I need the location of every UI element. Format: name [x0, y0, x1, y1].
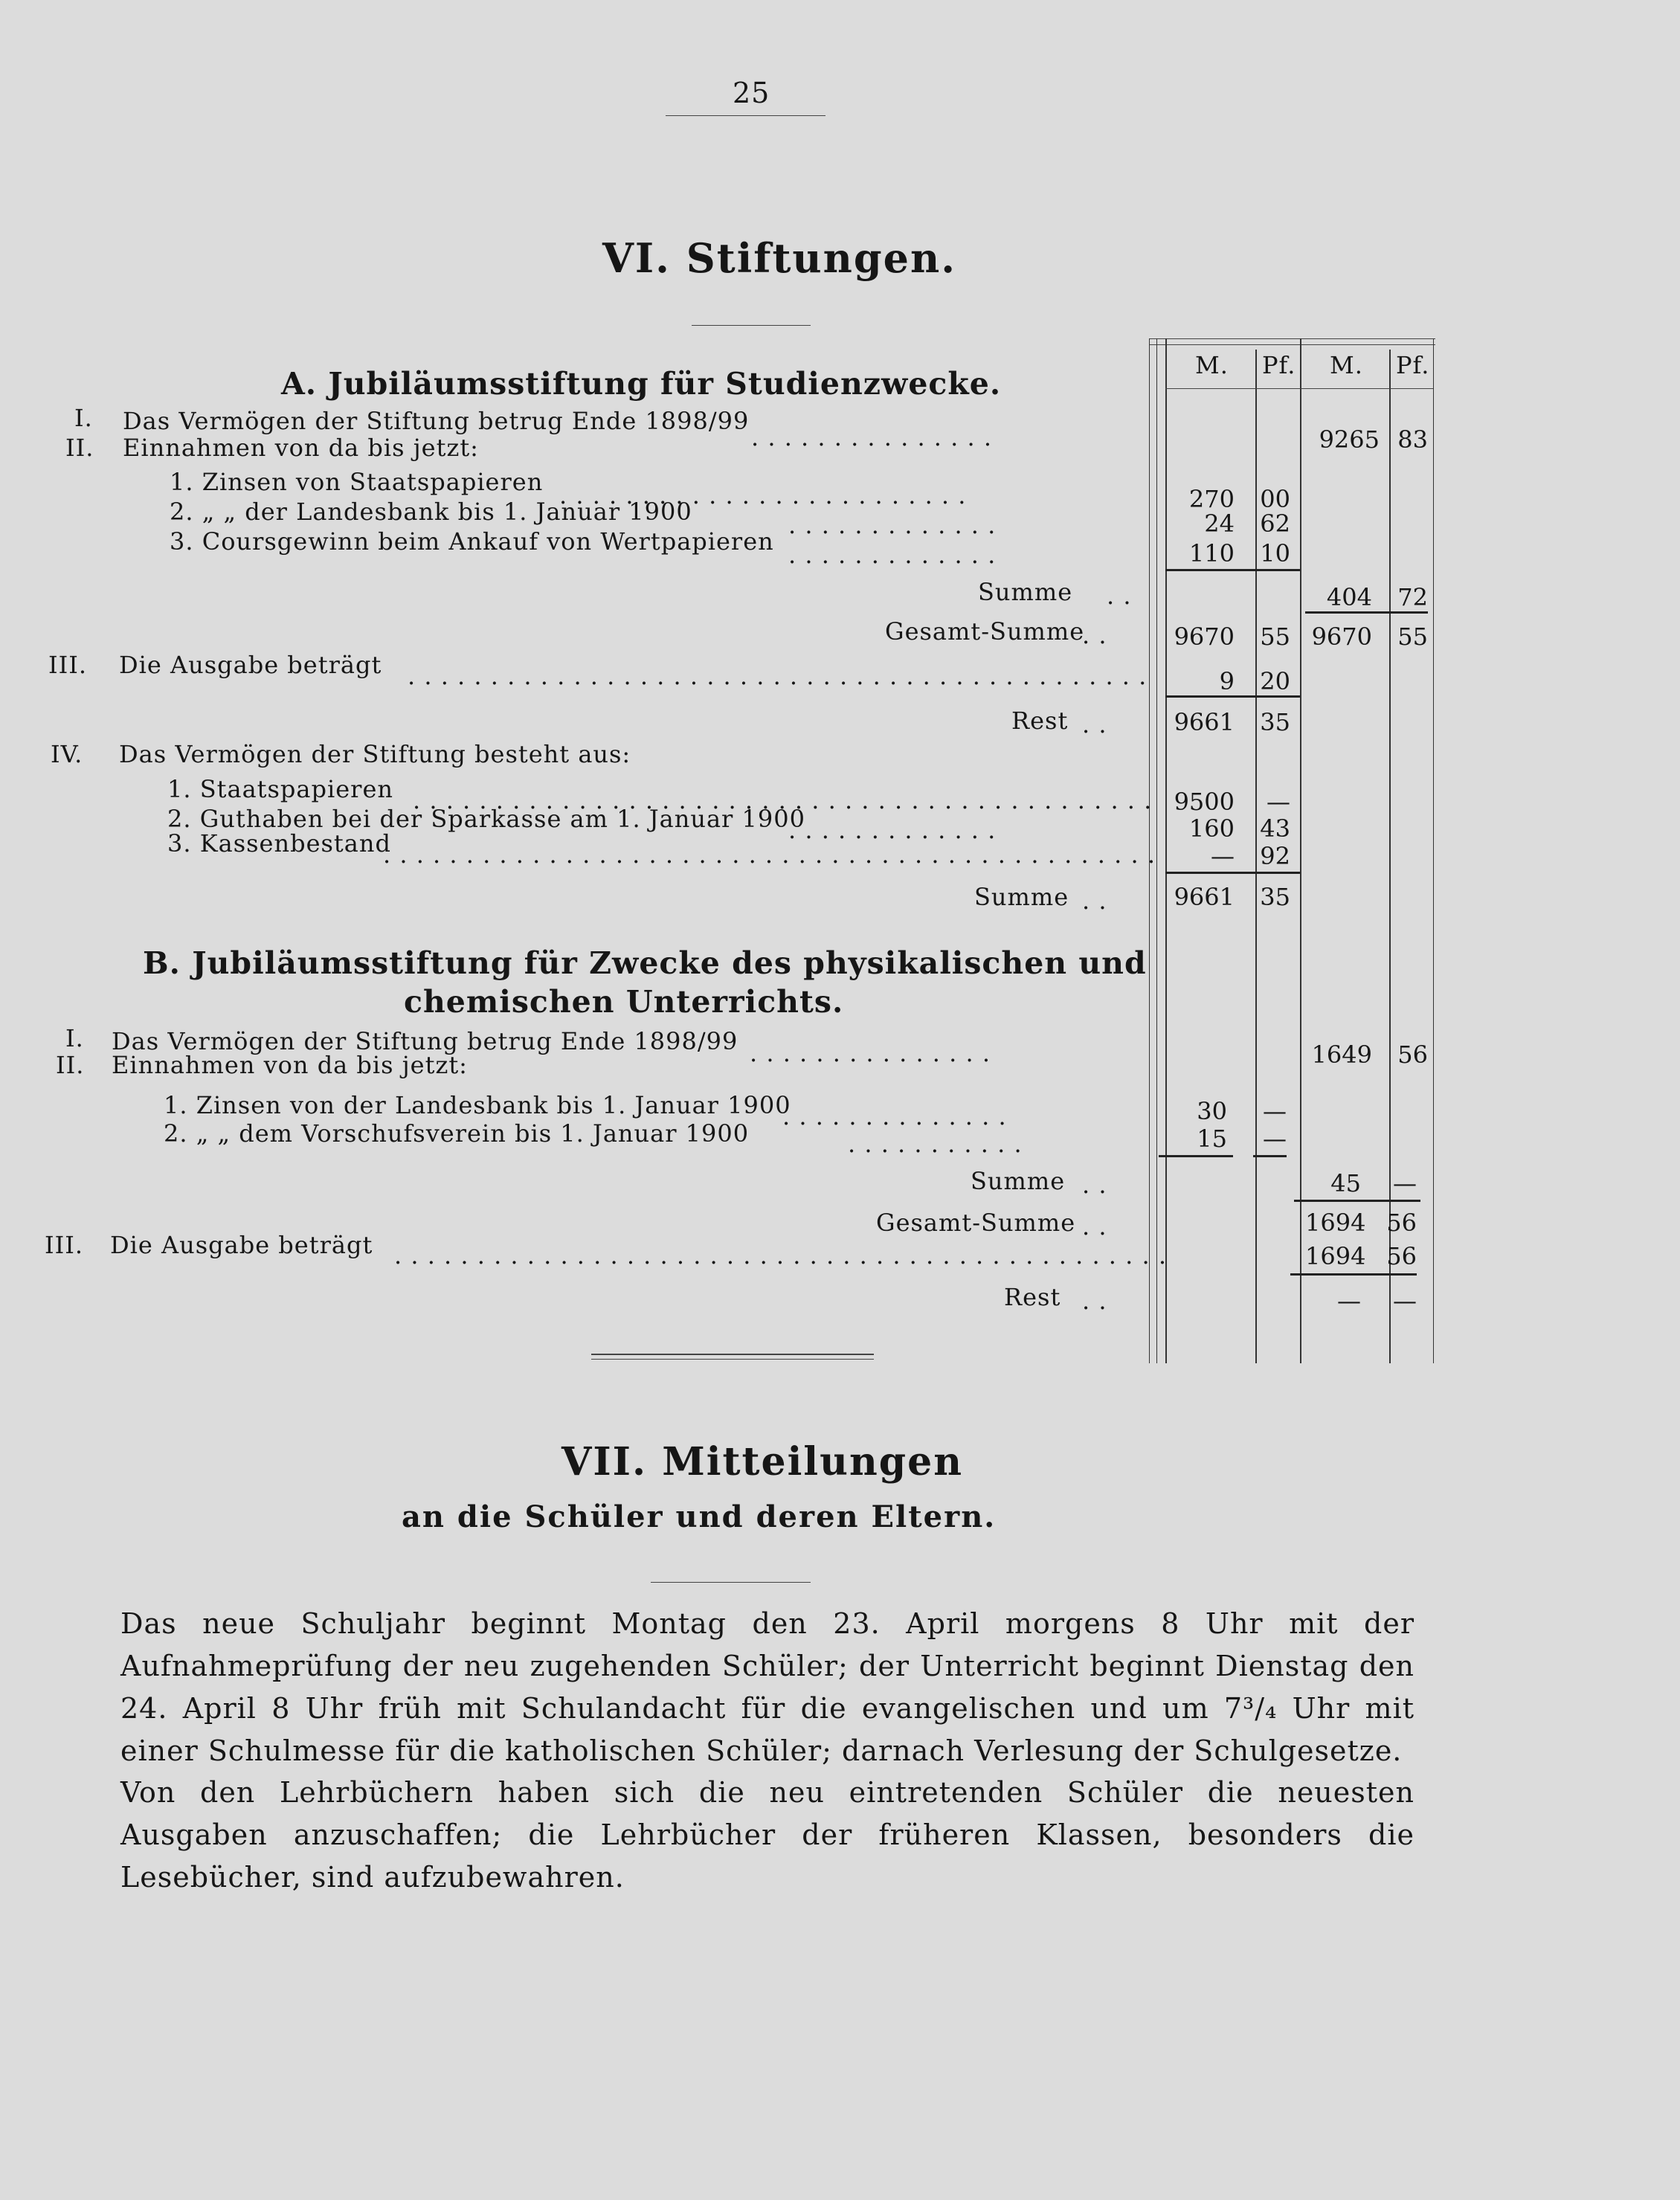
- dot-leader: . . . . . . . . . . .: [848, 1130, 1023, 1158]
- line-text: Das Vermögen der Stiftung betrug Ende 1898/99: [112, 1027, 738, 1055]
- value-m: —: [1211, 842, 1235, 870]
- sum-rule: [1159, 1155, 1233, 1157]
- table-col-line: [1300, 338, 1301, 1363]
- value-pf: 72: [1397, 583, 1428, 611]
- section-separator: [591, 1359, 874, 1360]
- col-header-pf: Pf.: [1262, 351, 1296, 379]
- value-pf: 62: [1260, 509, 1290, 538]
- sum-rule: [1165, 695, 1300, 698]
- dot-leader: . .: [1082, 1171, 1107, 1199]
- summe-label: Summe: [974, 883, 1069, 911]
- value-pf: 55: [1260, 623, 1290, 651]
- section-6-title: VI. Stiftungen.: [602, 234, 957, 282]
- line-text: 3. Kassenbestand: [167, 829, 391, 858]
- rest-label: Rest: [1011, 707, 1069, 735]
- dot-leader: . .: [1107, 582, 1132, 610]
- sum-rule: [1294, 1200, 1420, 1202]
- dot-leader: . . . . . . . . . . . . . . . . . . . . . . . . . . . . . . . . . . . . . . . . . . . . . . .: [394, 1241, 1167, 1270]
- roman-numeral: IV.: [51, 740, 83, 768]
- section-7-title: VII. Mitteilungen: [561, 1439, 964, 1485]
- value-pf: 55: [1397, 623, 1428, 651]
- page-number: 25: [733, 77, 770, 109]
- value-pf: —: [1263, 1125, 1287, 1153]
- value-pf: 20: [1260, 667, 1290, 695]
- value-pf: 56: [1386, 1209, 1417, 1237]
- header-rule: [1165, 388, 1433, 389]
- value-pf: —: [1393, 1287, 1417, 1315]
- dot-leader: . . . . . . . . . . . . . . . . . . . . . . . . . . . . . . . . . . . . . . . . . . . . . . .: [383, 840, 1156, 869]
- summe-label: Summe: [978, 578, 1073, 606]
- gesamt-summe-label: Gesamt-Summe: [876, 1209, 1076, 1237]
- value-pf: 83: [1397, 425, 1428, 454]
- dot-leader: . .: [1082, 887, 1107, 915]
- sum-rule: [1165, 872, 1300, 874]
- value-pf: 10: [1260, 539, 1290, 567]
- value-pf: 92: [1260, 842, 1290, 870]
- value-m: 30: [1197, 1097, 1227, 1125]
- value-m: —: [1337, 1287, 1361, 1315]
- page-number-rule: [666, 115, 825, 116]
- value-pf: 00: [1260, 485, 1290, 513]
- rest-label: Rest: [1004, 1283, 1061, 1311]
- section-b-heading: B. Jubiläumsstiftung für Zwecke des physikalischen und: [143, 945, 1147, 981]
- dot-leader: . . . . . . . . . . . . . . .: [751, 423, 992, 451]
- value-m: 9670: [1174, 623, 1235, 651]
- value-m: 9661: [1174, 883, 1235, 911]
- sum-rule: [1305, 611, 1428, 614]
- value-m: 9265: [1319, 425, 1380, 454]
- value-m: 1649: [1311, 1041, 1372, 1069]
- gesamt-summe-label: Gesamt-Summe: [885, 617, 1085, 646]
- col-header-m: M.: [1195, 351, 1229, 379]
- roman-numeral: III.: [45, 1231, 84, 1259]
- line-text: Das Vermögen der Stiftung betrug Ende 1898/99: [123, 407, 750, 435]
- line-text: 2. „ „ dem Vorschufsverein bis 1. Januar 1900: [164, 1119, 750, 1148]
- roman-numeral: II.: [65, 434, 94, 462]
- subtitle-rule: [651, 1582, 811, 1583]
- value-pf: 35: [1260, 883, 1290, 911]
- roman-numeral: III.: [48, 651, 88, 679]
- roman-numeral: I.: [74, 404, 93, 432]
- value-pf: —: [1393, 1169, 1417, 1197]
- table-col-line: [1156, 338, 1157, 1363]
- value-m: 45: [1330, 1169, 1361, 1197]
- dot-leader: . .: [1082, 621, 1107, 649]
- line-text: 1. Staatspapieren: [167, 775, 393, 803]
- value-m: 24: [1204, 509, 1235, 538]
- dot-leader: . . . . . . . . . . . . .: [788, 511, 997, 539]
- section-7-subtitle: an die Schüler und deren Eltern.: [402, 1499, 997, 1534]
- value-m: 15: [1197, 1125, 1227, 1153]
- line-text: 3. Coursgewinn beim Ankauf von Wertpapieren: [170, 527, 774, 556]
- table-col-line: [1433, 338, 1434, 1363]
- line-text: Einnahmen von da bis jetzt:: [123, 434, 479, 462]
- roman-numeral: II.: [56, 1051, 85, 1079]
- value-m: 160: [1188, 814, 1235, 843]
- paragraph: Von den Lehrbüchern haben sich die neu eintretenden Schüler die neuesten Ausgaben anzuschaffen; die Lehrbücher der früheren Klassen, besonders die Lesebücher, sind aufzubewahren.: [120, 1776, 1415, 1894]
- section-a-heading: A. Jubiläumsstiftung für Studienzwecke.: [281, 366, 1002, 402]
- value-pf: 43: [1260, 814, 1290, 843]
- value-pf: 35: [1260, 708, 1290, 736]
- line-text: Die Ausgabe beträgt: [119, 651, 382, 679]
- col-header-m: M.: [1330, 351, 1363, 379]
- value-m: 270: [1188, 485, 1235, 513]
- value-m: 9: [1219, 667, 1235, 695]
- line-text: 1. Zinsen von Staatspapieren: [170, 468, 544, 496]
- dot-leader: . .: [1082, 710, 1107, 739]
- dot-leader: . . . . . . . . . . . . . . . . . . . . . . . . .: [559, 481, 967, 509]
- value-pf: —: [1263, 1097, 1287, 1125]
- line-text: Das Vermögen der Stiftung besteht aus:: [119, 740, 631, 768]
- title-rule: [692, 325, 811, 326]
- value-m: 9500: [1174, 788, 1235, 816]
- value-m: 1694: [1305, 1242, 1366, 1270]
- table-top-rule: [1149, 338, 1435, 339]
- dot-leader: . . . . . . . . . . . . .: [788, 816, 997, 844]
- table-top-rule-2: [1149, 344, 1435, 345]
- line-text: Die Ausgabe beträgt: [110, 1231, 373, 1259]
- value-pf: 56: [1386, 1242, 1417, 1270]
- value-pf: —: [1267, 788, 1290, 816]
- section-b-heading-2: chemischen Unterrichts.: [404, 984, 844, 1020]
- value-m: 9670: [1311, 623, 1372, 651]
- dot-leader: . . . . . . . . . . . . .: [788, 541, 997, 569]
- value-pf: 56: [1397, 1041, 1428, 1069]
- roman-numeral: I.: [65, 1024, 84, 1052]
- summe-label: Summe: [971, 1167, 1066, 1195]
- value-m: 1694: [1305, 1209, 1366, 1237]
- paragraph: Das neue Schuljahr beginnt Montag den 23. April morgens 8 Uhr mit der Aufnahmeprüfung der neu zugehenden Schüler; der Unterricht beginnt Dienstag den 24. April 8 Uhr früh mit Schulandacht für die evangelischen und um 7³/₄ Uhr mit einer Schulmesse für die katholischen Schüler; darnach Verlesung der Schulgesetze.: [120, 1607, 1415, 1767]
- dot-leader: . . . . . . . . . . . . . . .: [750, 1039, 991, 1067]
- sum-rule: [1253, 1155, 1287, 1157]
- line-text: Einnahmen von da bis jetzt:: [112, 1051, 468, 1079]
- dot-leader: . . . . . . . . . . . . . . . . . . . . . . . . . . . . . . . . . . . . . . . . . . . . .: [408, 662, 1148, 690]
- sum-rule: [1290, 1273, 1417, 1276]
- col-header-pf: Pf.: [1396, 351, 1430, 379]
- dot-leader: . .: [1082, 1212, 1107, 1241]
- value-m: 110: [1188, 539, 1235, 567]
- line-text: 2. Guthaben bei der Sparkasse am 1. Januar 1900: [167, 805, 805, 833]
- value-m: 9661: [1174, 708, 1235, 736]
- value-m: 404: [1326, 583, 1372, 611]
- dot-leader: . .: [1082, 1287, 1107, 1315]
- table-col-line: [1165, 338, 1167, 1363]
- sum-rule: [1165, 569, 1300, 571]
- line-text: 2. „ „ der Landesbank bis 1. Januar 1900: [170, 498, 692, 526]
- dot-leader: . . . . . . . . . . . . . . . . . . . . . . . . . . . . . . . . . . . . . . . . . . . . .: [413, 786, 1153, 814]
- section-separator: [591, 1354, 874, 1355]
- dot-leader: . . . . . . . . . . . . . .: [782, 1102, 1007, 1130]
- line-text: 1. Zinsen von der Landesbank bis 1. Januar 1900: [164, 1091, 791, 1119]
